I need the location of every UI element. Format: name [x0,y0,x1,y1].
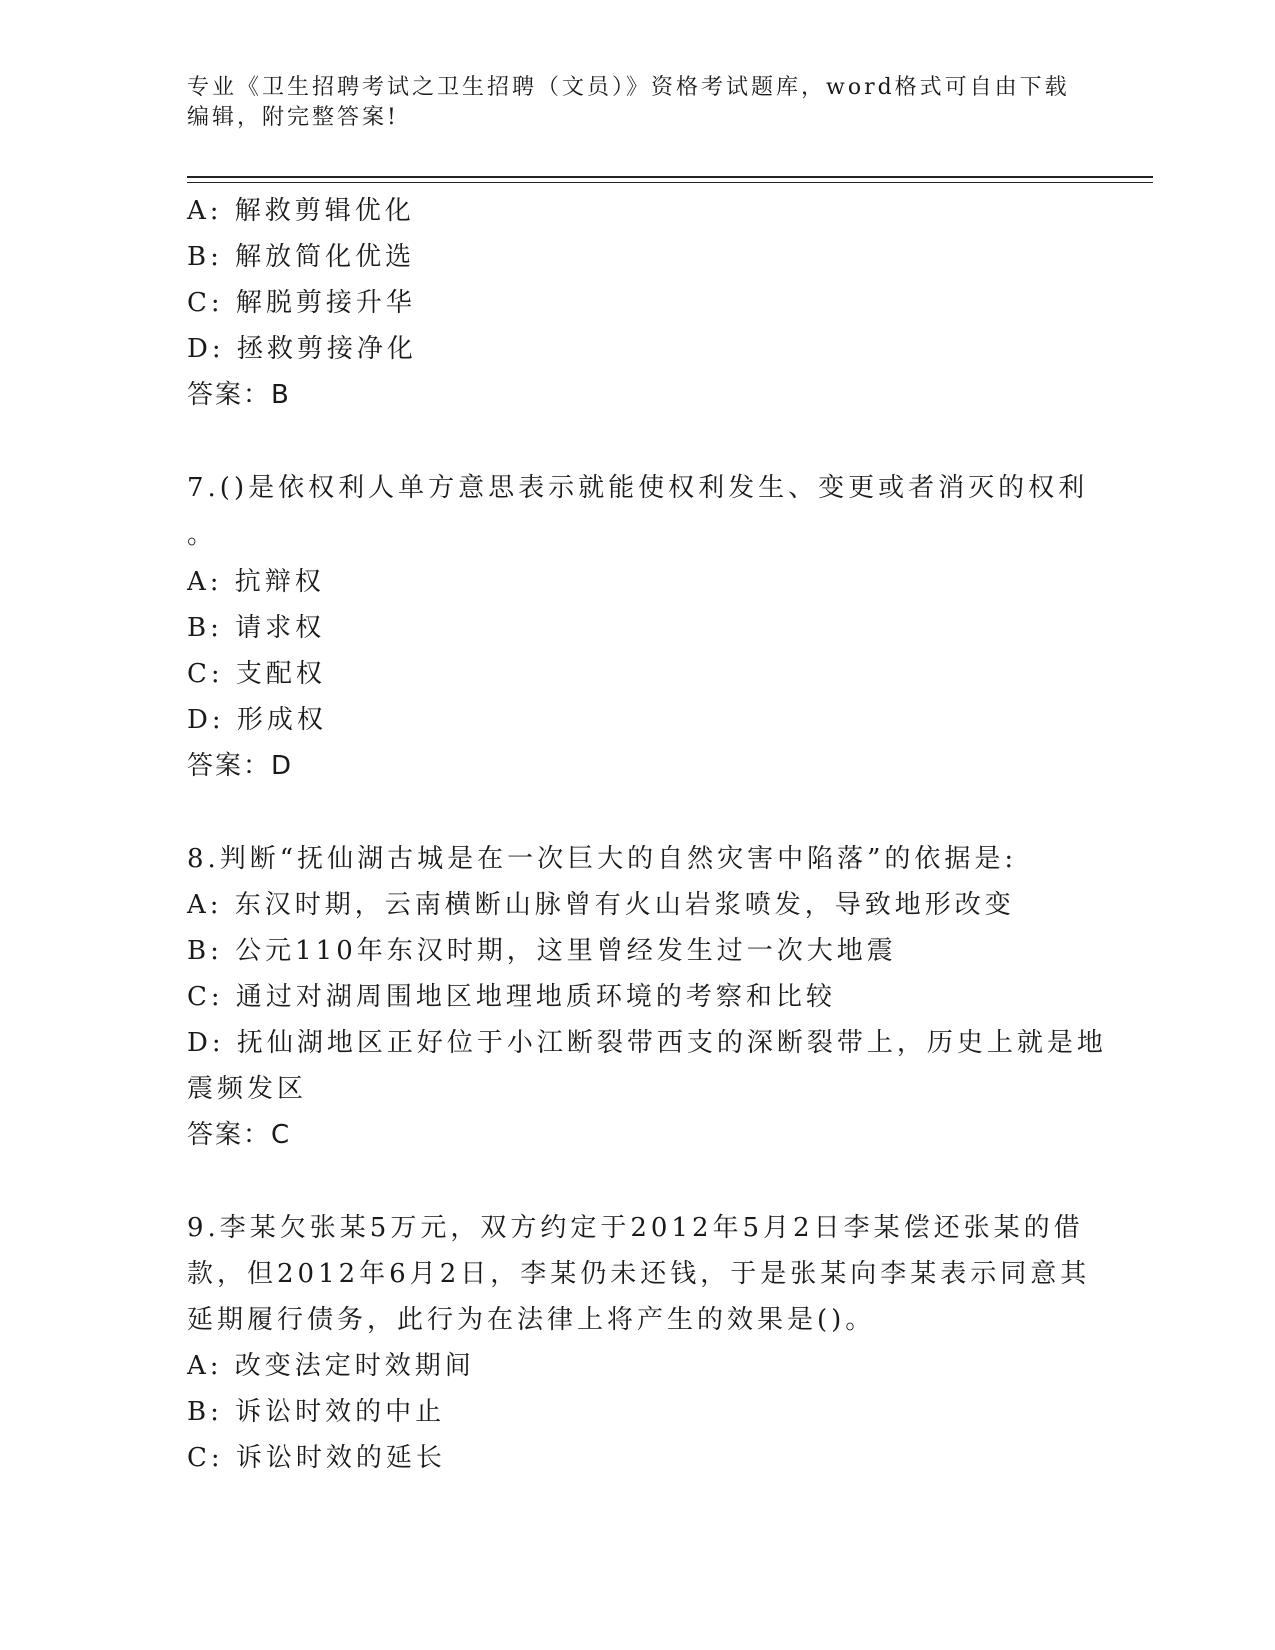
option-c: C: 解脱剪接升华 [187,288,416,318]
option-b: B: 请求权 [187,613,326,643]
question-block-6 [187,188,1087,418]
question-stem: 8.判断“抚仙湖古城是在一次巨大的自然灾害中陷落”的依据是: [187,844,1018,874]
option-a: A: 抗辩权 [187,567,325,597]
question-stem: 7.()是依权利人单方意思表示就能使权利发生、变更或者消灭的权利 [187,473,1089,503]
question-stem: 款，但2012年6月2日，李某仍未还钱，于是张某向李某表示同意其 [187,1259,1091,1289]
option-b: B: 公元110年东汉时期，这里曾经发生过一次大地震 [187,936,897,966]
option-d: D: 抚仙湖地区正好位于小江断裂带西支的深断裂带上，历史上就是地 [187,1028,1107,1058]
option-c: C: 通过对湖周围地区地理地质环境的考察和比较 [187,982,836,1012]
option-b: B: 解放简化优选 [187,242,416,272]
option-c: C: 支配权 [187,659,326,689]
option-d: D: 形成权 [187,705,327,735]
option-d-continued: 震频发区 [187,1074,308,1104]
option-c: C: 诉讼时效的延长 [187,1443,446,1473]
answer-line: 答案：D [187,751,294,781]
question-block-8 [187,836,1107,1158]
question-stem: 延期履行债务，此行为在法律上将产生的效果是()。 [187,1305,876,1335]
option-a: A: 解救剪辑优化 [187,196,415,226]
option-a: A: 改变法定时效期间 [187,1351,475,1381]
question-stem: 。 [187,520,218,550]
header-rule-thick [187,176,1153,178]
question-block-9 [187,1205,1091,1481]
document-header [187,73,1070,133]
question-block-7 [187,465,1087,789]
header-line-2: 编辑，附完整答案! [187,105,399,130]
option-d: D: 拯救剪接净化 [187,334,417,364]
header-rule-thin [187,182,1153,183]
option-a: A: 东汉时期，云南横断山脉曾有火山岩浆喷发，导致地形改变 [187,890,1015,920]
question-list [187,188,1107,1481]
question-stem: 9.李某欠张某5万元，双方约定于2012年5月2日李某偿还张某的借 [187,1213,1084,1243]
option-b: B: 诉讼时效的中止 [187,1397,446,1427]
answer-line: 答案：C [187,1120,292,1150]
answer-line: 答案：B [187,380,291,410]
header-line-1: 专业《卫生招聘考试之卫生招聘（文员）》资格考试题库，word格式可自由下载 [187,75,1070,100]
